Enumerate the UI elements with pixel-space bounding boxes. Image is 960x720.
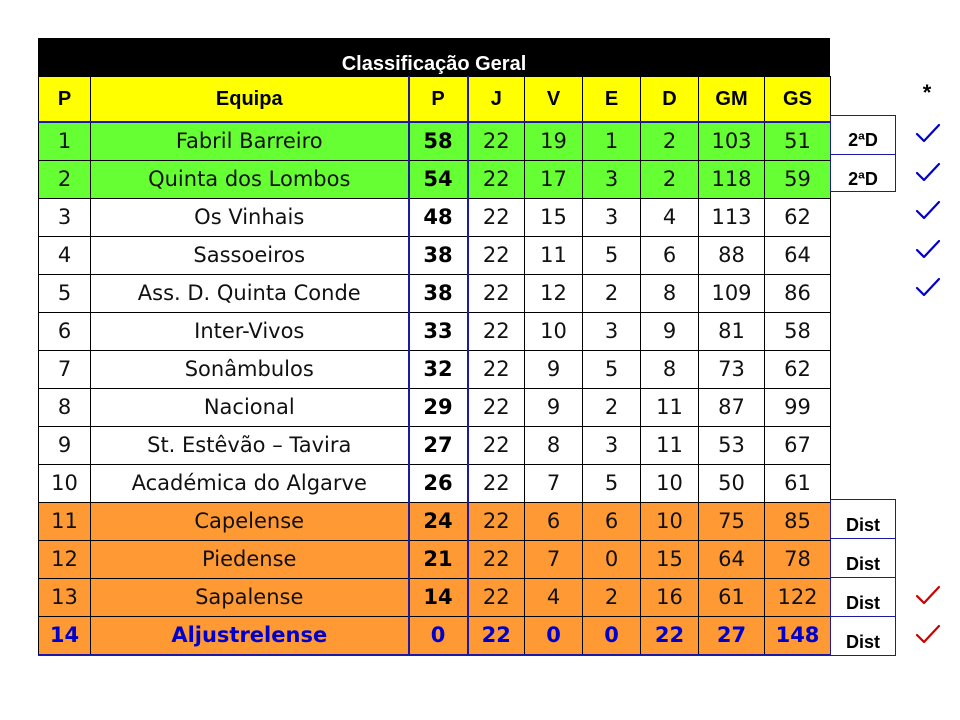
cell-won: 7 (525, 465, 583, 503)
cell-goals-for: 109 (699, 275, 765, 313)
cell-lost: 16 (641, 579, 699, 617)
check-icon (914, 622, 942, 646)
check-icon (914, 160, 942, 184)
table-row (39, 617, 831, 656)
cell-team: Académica do Algarve (91, 465, 409, 503)
cell-points: 27 (409, 427, 468, 465)
cell-position: 13 (39, 579, 91, 617)
cell-goals-for: 75 (699, 503, 765, 541)
cell-team: Piedense (91, 541, 409, 579)
cell-points: 29 (409, 389, 468, 427)
cell-played: 22 (468, 465, 525, 503)
table-row (39, 275, 831, 313)
cell-won: 8 (525, 427, 583, 465)
cell-goals-against: 62 (765, 199, 831, 237)
cell-lost: 8 (641, 275, 699, 313)
cell-lost: 9 (641, 313, 699, 351)
cell-lost: 2 (641, 122, 699, 161)
cell-won: 17 (525, 161, 583, 199)
cell-won: 11 (525, 237, 583, 275)
cell-played: 22 (468, 579, 525, 617)
cell-lost: 8 (641, 351, 699, 389)
cell-played: 22 (468, 313, 525, 351)
cell-position: 4 (39, 237, 91, 275)
cell-goals-against: 59 (765, 161, 831, 199)
cell-goals-for: 81 (699, 313, 765, 351)
cell-team: Fabril Barreiro (91, 122, 409, 161)
cell-team: Capelense (91, 503, 409, 541)
cell-won: 12 (525, 275, 583, 313)
check-icon (914, 121, 942, 145)
header-team: Equipa (91, 77, 409, 123)
relegation-tag: Dist (831, 578, 895, 617)
cell-lost: 4 (641, 199, 699, 237)
cell-position: 1 (39, 122, 91, 161)
table-row (39, 427, 831, 465)
cell-position: 6 (39, 313, 91, 351)
cell-lost: 11 (641, 427, 699, 465)
cell-lost: 6 (641, 237, 699, 275)
cell-points: 14 (409, 579, 468, 617)
cell-points: 24 (409, 503, 468, 541)
cell-position: 14 (39, 617, 91, 656)
cell-goals-for: 103 (699, 122, 765, 161)
cell-goals-against: 62 (765, 351, 831, 389)
table-row (39, 389, 831, 427)
cell-goals-against: 99 (765, 389, 831, 427)
cell-played: 22 (468, 389, 525, 427)
cell-team: Aljustrelense (91, 617, 409, 656)
cell-goals-against: 67 (765, 427, 831, 465)
cell-won: 9 (525, 389, 583, 427)
table-row (39, 503, 831, 541)
cell-goals-against: 78 (765, 541, 831, 579)
relegation-tag: Dist (845, 632, 880, 652)
cell-points: 58 (409, 122, 468, 161)
table-row (39, 237, 831, 275)
cell-lost: 10 (641, 465, 699, 503)
cell-drawn: 5 (583, 465, 641, 503)
table-row (39, 313, 831, 351)
cell-position: 3 (39, 199, 91, 237)
check-icon (914, 198, 942, 222)
table-row (39, 579, 831, 617)
cell-drawn: 3 (583, 427, 641, 465)
cell-won: 10 (525, 313, 583, 351)
cell-goals-against: 64 (765, 237, 831, 275)
header-won: V (525, 77, 583, 123)
promotion-tag: 2ªD (848, 169, 878, 189)
cell-played: 22 (468, 122, 525, 161)
cell-goals-for: 87 (699, 389, 765, 427)
cell-drawn: 5 (583, 351, 641, 389)
header-drawn: E (583, 77, 641, 123)
cell-lost: 2 (641, 161, 699, 199)
cell-points: 0 (409, 617, 468, 656)
relegation-tag: Dist (831, 539, 895, 578)
cell-drawn: 3 (583, 313, 641, 351)
standings-grid (38, 76, 831, 656)
cell-position: 8 (39, 389, 91, 427)
cell-played: 22 (468, 427, 525, 465)
cell-points: 21 (409, 541, 468, 579)
table-body (39, 122, 831, 655)
cell-played: 22 (468, 541, 525, 579)
cell-team: Os Vinhais (91, 199, 409, 237)
cell-drawn: 1 (583, 122, 641, 161)
cell-team: Sonâmbulos (91, 351, 409, 389)
table-title: Classificação Geral (38, 38, 830, 76)
header-position: P (39, 77, 91, 123)
cell-lost: 22 (641, 617, 699, 656)
cell-points: 32 (409, 351, 468, 389)
cell-goals-for: 27 (699, 617, 765, 656)
cell-won: 0 (525, 617, 583, 656)
header-points: P (409, 77, 468, 123)
cell-points: 33 (409, 313, 468, 351)
cell-team: Quinta dos Lombos (91, 161, 409, 199)
cell-lost: 11 (641, 389, 699, 427)
cell-won: 15 (525, 199, 583, 237)
cell-drawn: 3 (583, 199, 641, 237)
relegation-tags (830, 499, 896, 656)
cell-played: 22 (468, 617, 525, 656)
cell-position: 7 (39, 351, 91, 389)
cell-drawn: 6 (583, 503, 641, 541)
cell-goals-for: 53 (699, 427, 765, 465)
asterisk-note: * (922, 80, 932, 105)
cell-goals-for: 73 (699, 351, 765, 389)
cell-goals-for: 50 (699, 465, 765, 503)
cell-points: 26 (409, 465, 468, 503)
cell-team: Sapalense (91, 579, 409, 617)
cell-won: 6 (525, 503, 583, 541)
cell-goals-against: 86 (765, 275, 831, 313)
cell-team: Nacional (91, 389, 409, 427)
table-row (39, 465, 831, 503)
cell-position: 12 (39, 541, 91, 579)
cell-won: 9 (525, 351, 583, 389)
table-row (39, 161, 831, 199)
header-goals-against: GS (765, 77, 831, 123)
cell-goals-for: 61 (699, 579, 765, 617)
cell-team: Sassoeiros (91, 237, 409, 275)
cell-goals-against: 122 (765, 579, 831, 617)
relegation-tag: Dist (831, 500, 895, 539)
cell-won: 19 (525, 122, 583, 161)
cell-drawn: 0 (583, 541, 641, 579)
cell-drawn: 2 (583, 389, 641, 427)
cell-goals-for: 113 (699, 199, 765, 237)
header-goals-for: GM (699, 77, 765, 123)
cell-drawn: 2 (583, 579, 641, 617)
cell-lost: 15 (641, 541, 699, 579)
cell-played: 22 (468, 161, 525, 199)
cell-drawn: 2 (583, 275, 641, 313)
cell-lost: 10 (641, 503, 699, 541)
table-row (39, 541, 831, 579)
header-lost: D (641, 77, 699, 123)
check-icon (914, 237, 942, 261)
promotion-tag: 2ªD (831, 116, 895, 155)
header-played: J (468, 77, 525, 123)
cell-team: Inter-Vivos (91, 313, 409, 351)
cell-position: 10 (39, 465, 91, 503)
cell-goals-for: 88 (699, 237, 765, 275)
cell-won: 7 (525, 541, 583, 579)
cell-position: 5 (39, 275, 91, 313)
cell-position: 2 (39, 161, 91, 199)
cell-position: 11 (39, 503, 91, 541)
cell-position: 9 (39, 427, 91, 465)
cell-team: Ass. D. Quinta Conde (91, 275, 409, 313)
cell-goals-against: 61 (765, 465, 831, 503)
cell-drawn: 0 (583, 617, 641, 656)
table-row (39, 199, 831, 237)
cell-goals-against: 58 (765, 313, 831, 351)
cell-won: 4 (525, 579, 583, 617)
cell-played: 22 (468, 275, 525, 313)
check-icon (914, 275, 942, 299)
cell-points: 38 (409, 237, 468, 275)
cell-goals-against: 85 (765, 503, 831, 541)
cell-goals-against: 51 (765, 122, 831, 161)
standings-table (38, 38, 830, 656)
cell-drawn: 3 (583, 161, 641, 199)
cell-played: 22 (468, 503, 525, 541)
promotion-tags (830, 115, 896, 192)
cell-points: 38 (409, 275, 468, 313)
check-icon (914, 583, 942, 607)
cell-played: 22 (468, 199, 525, 237)
cell-drawn: 5 (583, 237, 641, 275)
cell-goals-for: 118 (699, 161, 765, 199)
cell-played: 22 (468, 351, 525, 389)
cell-points: 54 (409, 161, 468, 199)
cell-goals-for: 64 (699, 541, 765, 579)
header-row (39, 77, 831, 123)
cell-goals-against: 148 (765, 617, 831, 656)
cell-played: 22 (468, 237, 525, 275)
table-row (39, 351, 831, 389)
cell-team: St. Estêvão – Tavira (91, 427, 409, 465)
table-row (39, 122, 831, 161)
cell-points: 48 (409, 199, 468, 237)
